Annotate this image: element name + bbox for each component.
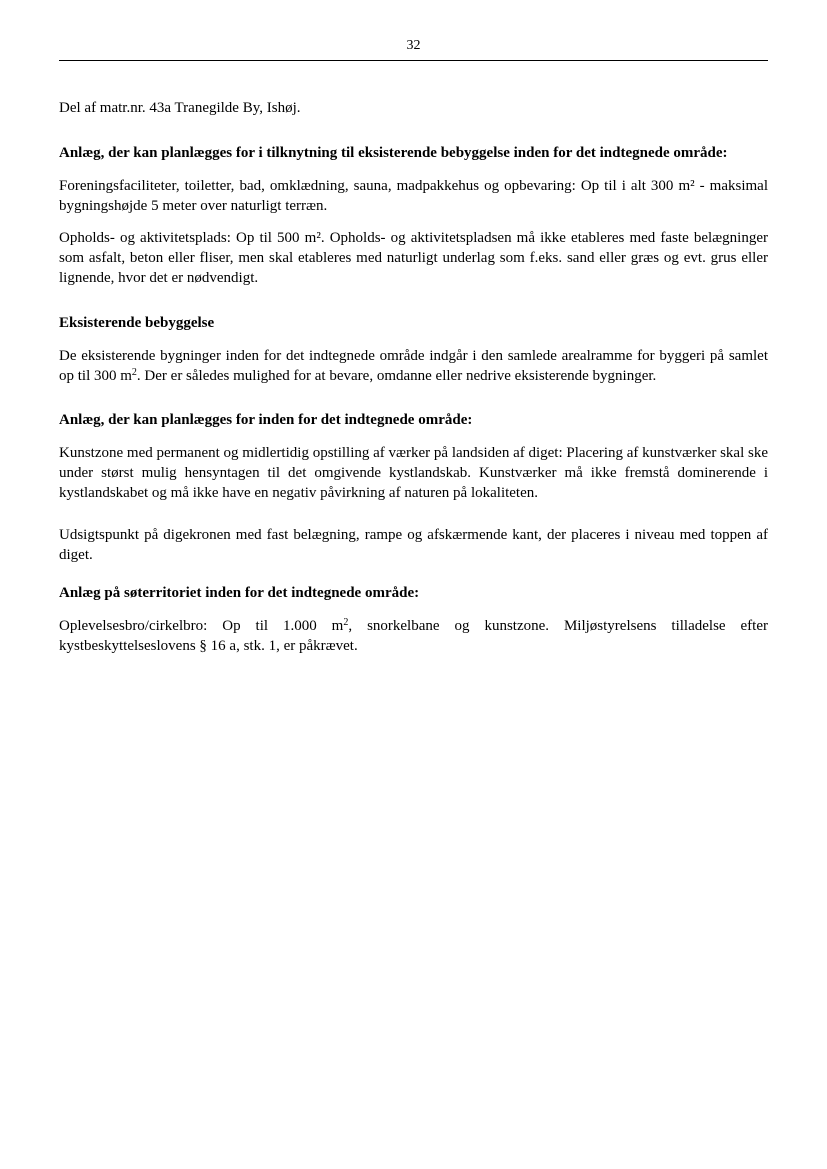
page-number: 32 bbox=[406, 38, 421, 53]
intro-paragraph: Del af matr.nr. 43a Tranegilde By, Ishøj. bbox=[59, 100, 301, 116]
section-heading-sea-territory: Anlæg på søterritoriet inden for det indtegnede område: bbox=[59, 585, 420, 601]
existing-buildings-text-a: De eksisterende bygninger inden for det indtegnede område indgår i den samlede arealramme for byggeri på samlet op til 300 m bbox=[59, 348, 768, 384]
section-heading-facilities: Anlæg, der kan planlægges for i tilknytning til eksisterende bebyggelse inden for det indtegnede område: bbox=[59, 145, 728, 161]
existing-buildings-text-b: . Der er således mulighed for at bevare, omdanne eller nedrive eksisterende bygninger. bbox=[136, 368, 657, 384]
viewpoint-paragraph: Udsigtspunkt på digekronen med fast belægning, rampe og afskærmende kant, der placeres i niveau med toppen af diget. bbox=[59, 527, 768, 563]
section-heading-area-facilities: Anlæg, der kan planlægges for inden for det indtegnede område: bbox=[59, 412, 473, 428]
sea-territory-paragraph bbox=[59, 616, 768, 656]
facilities-paragraph: Foreningsfaciliteter, toiletter, bad, omklædning, sauna, madpakkehus og opbevaring: Op til i alt 300 m² - maksimal bygningshøjde 5 meter over naturligt terræn. bbox=[59, 178, 768, 214]
activity-area-paragraph: Opholds- og aktivitetsplads: Op til 500 m². Opholds- og aktivitetspladsen må ikke etableres med faste belægninger som asfalt, beton eller fliser, men skal etableres med naturligt underlag som f.eks. sand eller græs og evt. grus eller lignende, hvor det er nødvendigt. bbox=[59, 230, 768, 286]
art-zone-paragraph: Kunstzone med permanent og midlertidig opstilling af værker på landsiden af diget: Placering af kunstværker skal ske under størst mulig hensyntagen til det omgivende kystlandskab. Kunstværker må ikke fremstå dominerende i kystlandskabet og må ikke have en negativ påvirkning af naturen på lokaliteten. bbox=[59, 445, 768, 501]
superscript-2: 2 bbox=[131, 367, 137, 378]
header-rule bbox=[59, 60, 768, 61]
sea-territory-text-a: Oplevelsesbro/cirkelbro: Op til 1.000 m bbox=[59, 618, 344, 634]
superscript-2: 2 bbox=[343, 617, 349, 628]
document-body bbox=[59, 98, 768, 656]
existing-buildings-paragraph bbox=[59, 346, 768, 386]
sea-territory-text-b: , snorkelbane og kunstzone. Miljøstyrelsens tilladelse efter kystbeskyttelseslovens § 16 a, stk. 1, er påkrævet. bbox=[59, 618, 768, 654]
section-heading-existing-buildings: Eksisterende bebyggelse bbox=[59, 315, 215, 331]
